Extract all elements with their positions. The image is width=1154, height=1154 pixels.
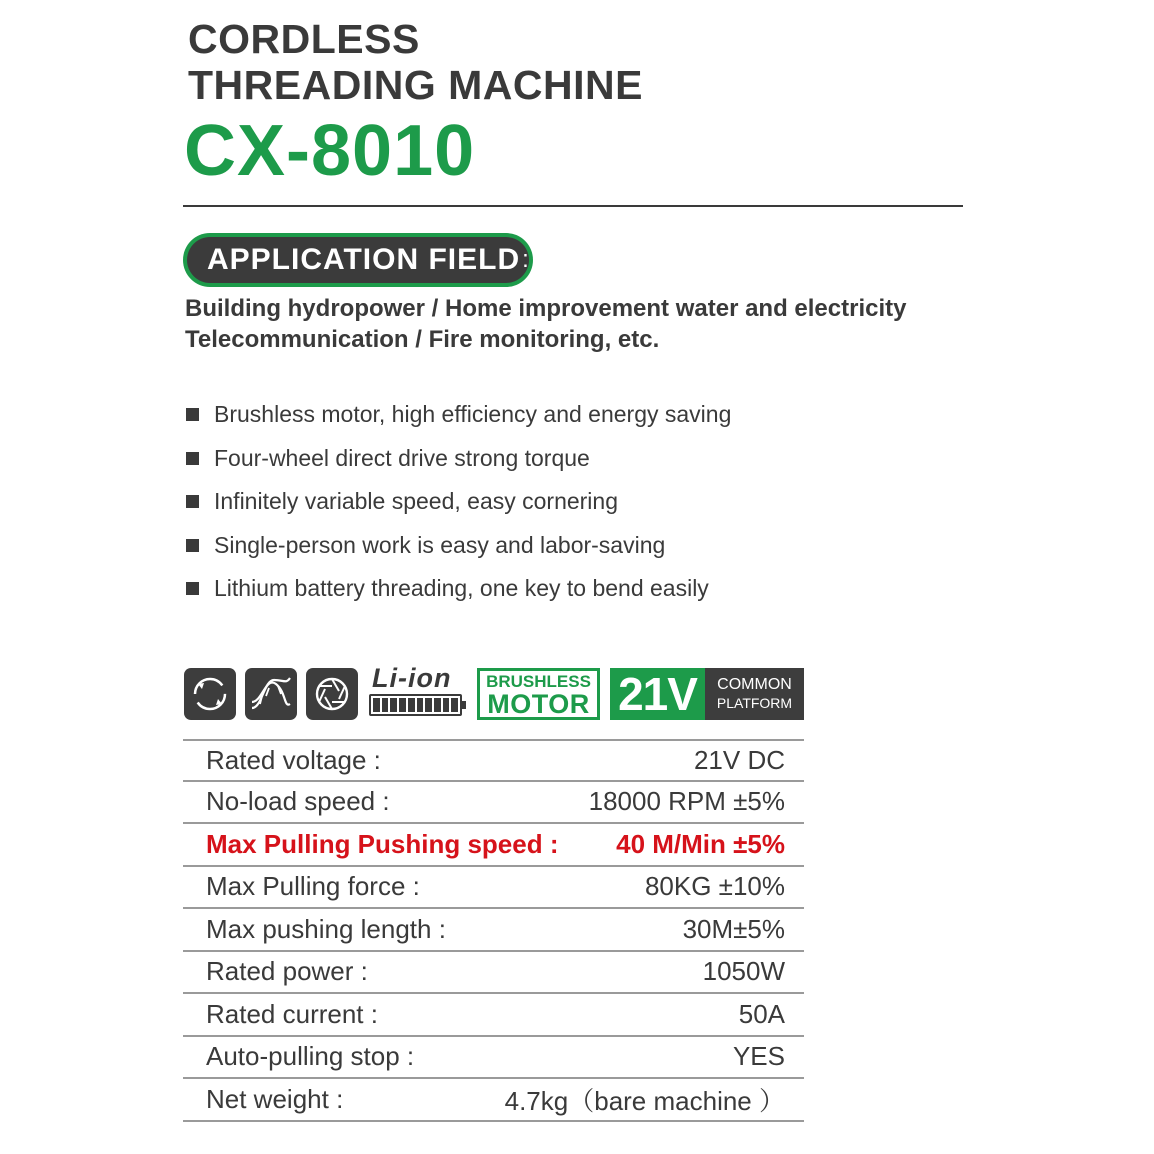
spec-row-max-pushing-length	[183, 909, 804, 952]
spec-row-no-load-speed	[183, 782, 804, 825]
spec-value: 30M±5%	[682, 913, 785, 944]
brushless-motor-badge	[477, 668, 600, 720]
spec-value: 40 M/Min ±5%	[616, 828, 785, 859]
application-field-badge	[183, 233, 533, 287]
product-title-line-2: THREADING MACHINE	[188, 62, 643, 108]
spec-table	[183, 739, 804, 1122]
shutter-icon	[306, 668, 358, 720]
spec-value: 4.7kg（bare machine ）	[504, 1085, 785, 1116]
li-ion-label: Li-ion	[372, 663, 452, 693]
spec-label: Rated power :	[206, 956, 368, 987]
spec-row-max-pulling-force	[183, 867, 804, 910]
spec-label: Max Pulling force :	[206, 871, 420, 902]
spec-value: 21V DC	[693, 744, 785, 775]
application-line-2: Telecommunication / Fire monitoring, etc.	[185, 326, 660, 353]
spec-label: Auto-pulling stop :	[206, 1041, 415, 1072]
common-platform-badge	[610, 668, 804, 720]
spec-label: Max Pulling Pushing speed :	[206, 828, 559, 859]
application-field-colon: :	[522, 246, 530, 273]
spec-value: 1050W	[702, 956, 785, 987]
spec-value: 18000 RPM ±5%	[588, 786, 785, 817]
application-line-1: Building hydropower / Home improvement water and electricity	[185, 295, 907, 322]
feature-item	[186, 524, 731, 568]
brushless-label: BRUSHLESS	[486, 672, 591, 691]
square-bullet-icon	[186, 452, 199, 465]
spec-value: 80KG ±10%	[644, 871, 785, 902]
li-ion-battery-badge	[368, 663, 468, 721]
header-divider	[183, 205, 963, 207]
square-bullet-icon	[186, 582, 199, 595]
square-bullet-icon	[186, 539, 199, 552]
feature-item	[186, 393, 731, 437]
feature-text: Single-person work is easy and labor-saving	[214, 531, 666, 558]
application-field-label: APPLICATION FIELD	[207, 243, 521, 276]
spec-row-rated-voltage	[183, 739, 804, 782]
feature-list	[186, 393, 731, 611]
dna-helix-icon	[245, 668, 297, 720]
feature-item	[186, 480, 731, 524]
feature-item	[186, 567, 731, 611]
feature-item	[186, 437, 731, 481]
spec-row-rated-power	[183, 952, 804, 995]
spec-row-rated-current	[183, 994, 804, 1037]
spec-row-auto-pulling-stop	[183, 1037, 804, 1080]
spec-label: Max pushing length :	[206, 913, 446, 944]
spec-value: YES	[732, 1041, 785, 1072]
spec-row-net-weight	[183, 1079, 804, 1122]
product-title-line-1: CORDLESS	[188, 16, 420, 62]
spec-label: Rated voltage :	[206, 744, 381, 775]
platform-label	[705, 668, 804, 720]
square-bullet-icon	[186, 408, 199, 421]
battery-icon	[369, 694, 462, 716]
model-number: CX-8010	[184, 111, 476, 191]
spec-label: No-load speed :	[206, 786, 390, 817]
voltage-label: 21V	[610, 668, 705, 720]
motor-label: MOTOR	[487, 689, 590, 719]
spec-label: Net weight :	[206, 1083, 344, 1114]
feature-text: Brushless motor, high efficiency and energy saving	[214, 401, 732, 428]
square-bullet-icon	[186, 495, 199, 508]
feature-text: Infinitely variable speed, easy cornering	[214, 488, 619, 515]
feature-text: Lithium battery threading, one key to bend easily	[214, 575, 709, 602]
spec-label: Rated current :	[206, 998, 378, 1029]
spec-value: 50A	[738, 998, 785, 1029]
spec-row-max-pulling-pushing-speed	[183, 824, 804, 867]
platform-line-1: COMMON	[717, 676, 792, 693]
feature-text: Four-wheel direct drive strong torque	[214, 444, 590, 471]
rotation-icon	[184, 668, 236, 720]
platform-line-2: PLATFORM	[716, 695, 793, 711]
